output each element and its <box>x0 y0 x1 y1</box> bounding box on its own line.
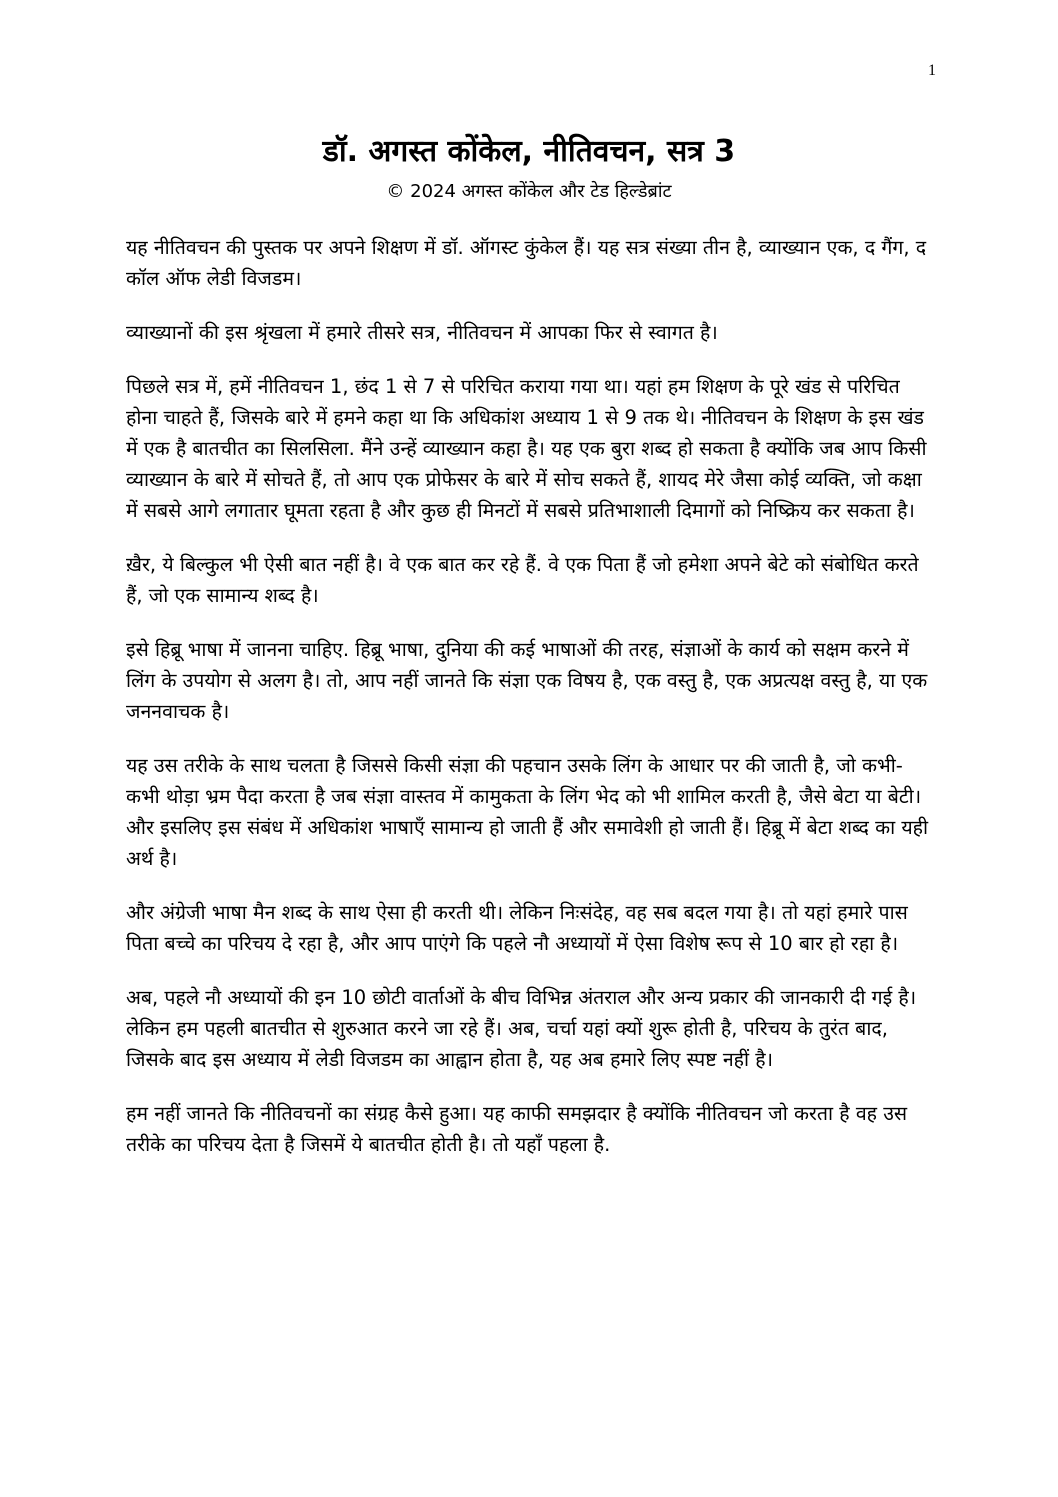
paragraph-english-man: और अंग्रेजी भाषा मैन शब्द के साथ ऐसा ही करती थी। लेकिन निःसंदेह, वह सब बदल गया है। तो यहां हमारे पास पिता बच्चे का परिचय दे रहा है, और आप पाएंगे कि पहले नौ अध्यायों में ऐसा विशेष रूप से 10 बार हो रहा है। <box>126 901 908 955</box>
paragraph-collection: हम नहीं जानते कि नीतिवचनों का संग्रह कैसे हुआ। यह काफी समझदार है क्योंकि नीतिवचन जो करता है वह उस तरीके का परिचय देता है जिसमें ये बातचीत होती है। तो यहाँ पहला है. <box>126 1102 908 1156</box>
paragraph-father-son: ख़ैर, ये बिल्कुल भी ऐसी बात नहीं है। वे एक बात कर रहे हैं. वे एक पिता हैं जो हमेशा अपने बेटे को संबोधित करते हैं, जो एक सामान्य शब्द है। <box>126 553 919 607</box>
paragraph-hebrew-language: इसे हिब्रू भाषा में जानना चाहिए. हिब्रू भाषा, दुनिया की कई भाषाओं की तरह, संज्ञाओं के कार्य को सक्षम करने में लिंग के उपयोग से अलग है। तो, आप नहीं जानते कि संज्ञा एक विषय है, एक वस्तु है, एक अप्रत्यक्ष वस्तु है, या एक जननवाचक है। <box>126 638 928 723</box>
paragraph-ten-talks: अब, पहले नौ अध्यायों की इन 10 छोटी वार्ताओं के बीच विभिन्न अंतराल और अन्य प्रकार की जानकारी दी गई है। लेकिन हम पहली बातचीत से शुरुआत करने जा रहे हैं। अब, चर्चा यहां क्यों शुरू होती है, परिचय के तुरंत बाद, जिसके बाद इस अध्याय में लेडी विजडम का आह्वान होता है, यह अब हमारे लिए स्पष्ट नहीं है। <box>126 986 917 1071</box>
page-number: 1 <box>928 62 936 79</box>
copyright-line: © 2024 अगस्त कोंकेल और टेड हिल्डेब्रांट <box>386 181 672 202</box>
paragraph-intro: यह नीतिवचन की पुस्तक पर अपने शिक्षण में डॉ. ऑगस्ट कुंकेल हैं। यह सत्र संख्या तीन है, व्याख्यान एक, द गैंग, द कॉल ऑफ लेडी विजडम। <box>126 236 927 290</box>
paragraph-noun-gender: यह उस तरीके के साथ चलता है जिससे किसी संज्ञा की पहचान उसके लिंग के आधार पर की जाती है, जो कभी-कभी थोड़ा भ्रम पैदा करता है जब संज्ञा वास्तव में कामुकता के लिंग भेद को भी शामिल करती है, जैसे बेटा या बेटी। और इसलिए इस संबंध में अधिकांश भाषाएँ सामान्य हो जाती हैं और समावेशी हो जाती हैं। हिब्रू में बेटा शब्द का यही अर्थ है। <box>126 754 929 870</box>
document-body <box>126 232 934 1183</box>
paragraph-previous-session: पिछले सत्र में, हमें नीतिवचन 1, छंद 1 से 7 से परिचित कराया गया था। यहां हम शिक्षण के पूरे खंड से परिचित होना चाहते हैं, जिसके बारे में हमने कहा था कि अधिकांश अध्याय 1 से 9 तक थे। नीतिवचन के शिक्षण के इस खंड में एक है बातचीत का सिलसिला. मैंने उन्हें व्याख्यान कहा है। यह एक बुरा शब्द हो सकता है क्योंकि जब आप किसी व्याख्यान के बारे में सोचते हैं, तो आप एक प्रोफेसर के बारे में सोच सकते हैं, शायद मेरे जैसा कोई व्यक्ति, जो कक्षा में सबसे आगे लगातार घूमता रहता है और कुछ ही मिनटों में सबसे प्रतिभाशाली दिमागों को निष्क्रिय कर सकता है। <box>126 375 927 522</box>
document-title: डॉ. अगस्त कोंकेल, नीतिवचन, सत्र 3 <box>322 134 736 169</box>
paragraph-welcome: व्याख्यानों की इस श्रृंखला में हमारे तीसरे सत्र, नीतिवचन में आपका फिर से स्वागत है। <box>126 321 718 344</box>
